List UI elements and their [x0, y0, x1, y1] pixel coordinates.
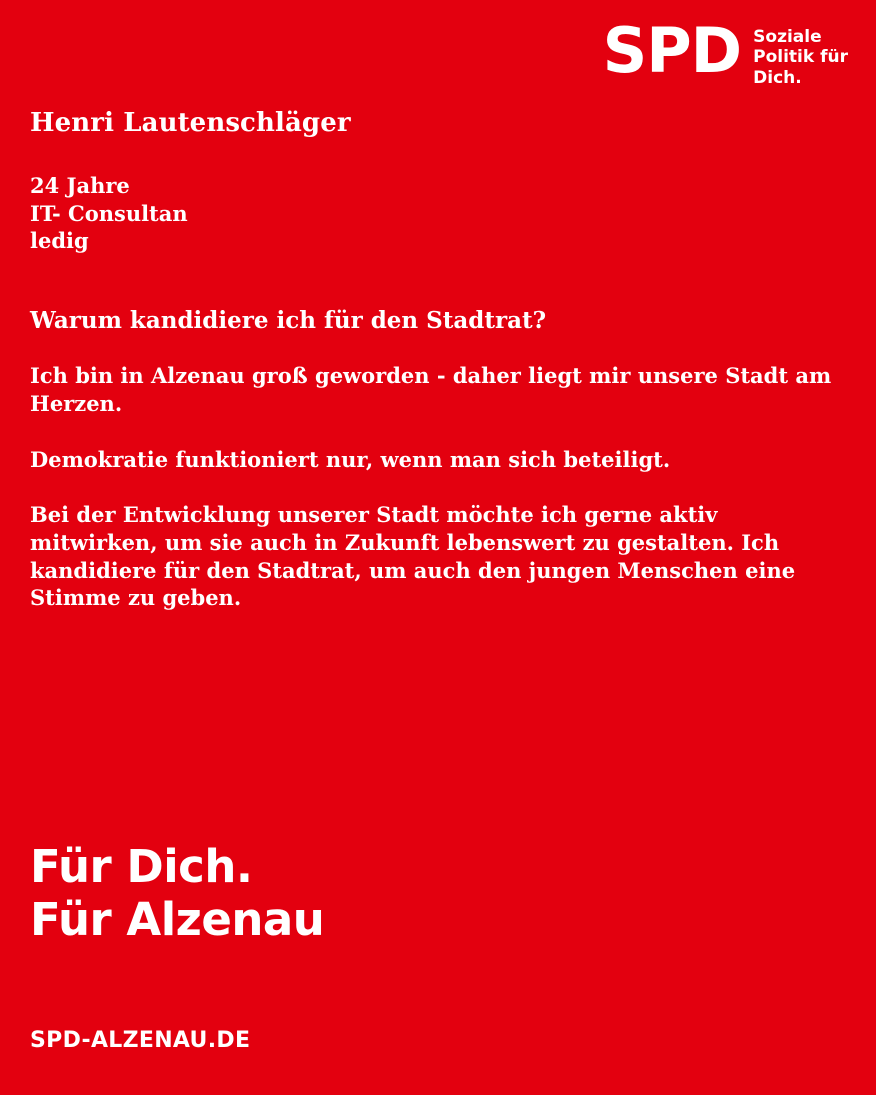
website-url: SPD-ALZENAU.DE	[30, 1028, 251, 1053]
candidate-name: Henri Lautenschläger	[30, 108, 351, 138]
spd-wordmark: SPD	[602, 14, 742, 87]
candidate-status: ledig	[30, 228, 89, 254]
spd-claim-line-3: Dich.	[753, 67, 802, 88]
statement-paragraph-3: Bei der Entwicklung unserer Stadt möchte ich gerne aktiv mitwirken, um sie auch in Zukunft lebenswert zu gestalten. Ich kandidiere für den Stadtrat, um auch den jungen Menschen eine Stimme zu geben.	[30, 502, 796, 611]
spd-logo	[602, 14, 848, 88]
campaign-slogan	[30, 840, 324, 946]
poster-content	[30, 108, 840, 612]
candidate-age: 24 Jahre	[30, 173, 130, 198]
spd-claim-line-2: Politik für	[753, 47, 848, 68]
slogan-line-2: Für Alzenau	[30, 893, 325, 947]
candidate-job: IT- Consultan	[30, 200, 188, 226]
statement-paragraph-1: Ich bin in Alzenau groß geworden - daher liegt mir unsere Stadt am Herzen.	[30, 363, 832, 416]
spd-claim	[753, 22, 848, 88]
candidate-facts	[30, 172, 840, 255]
spd-claim-line-1: Soziale	[753, 27, 822, 47]
slogan-line-1: Für Dich.	[30, 840, 253, 893]
statement-paragraph-2: Demokratie funktioniert nur, wenn man sich beteiligt.	[30, 446, 671, 472]
statement-question: Warum kandidiere ich für den Stadtrat?	[30, 307, 547, 335]
